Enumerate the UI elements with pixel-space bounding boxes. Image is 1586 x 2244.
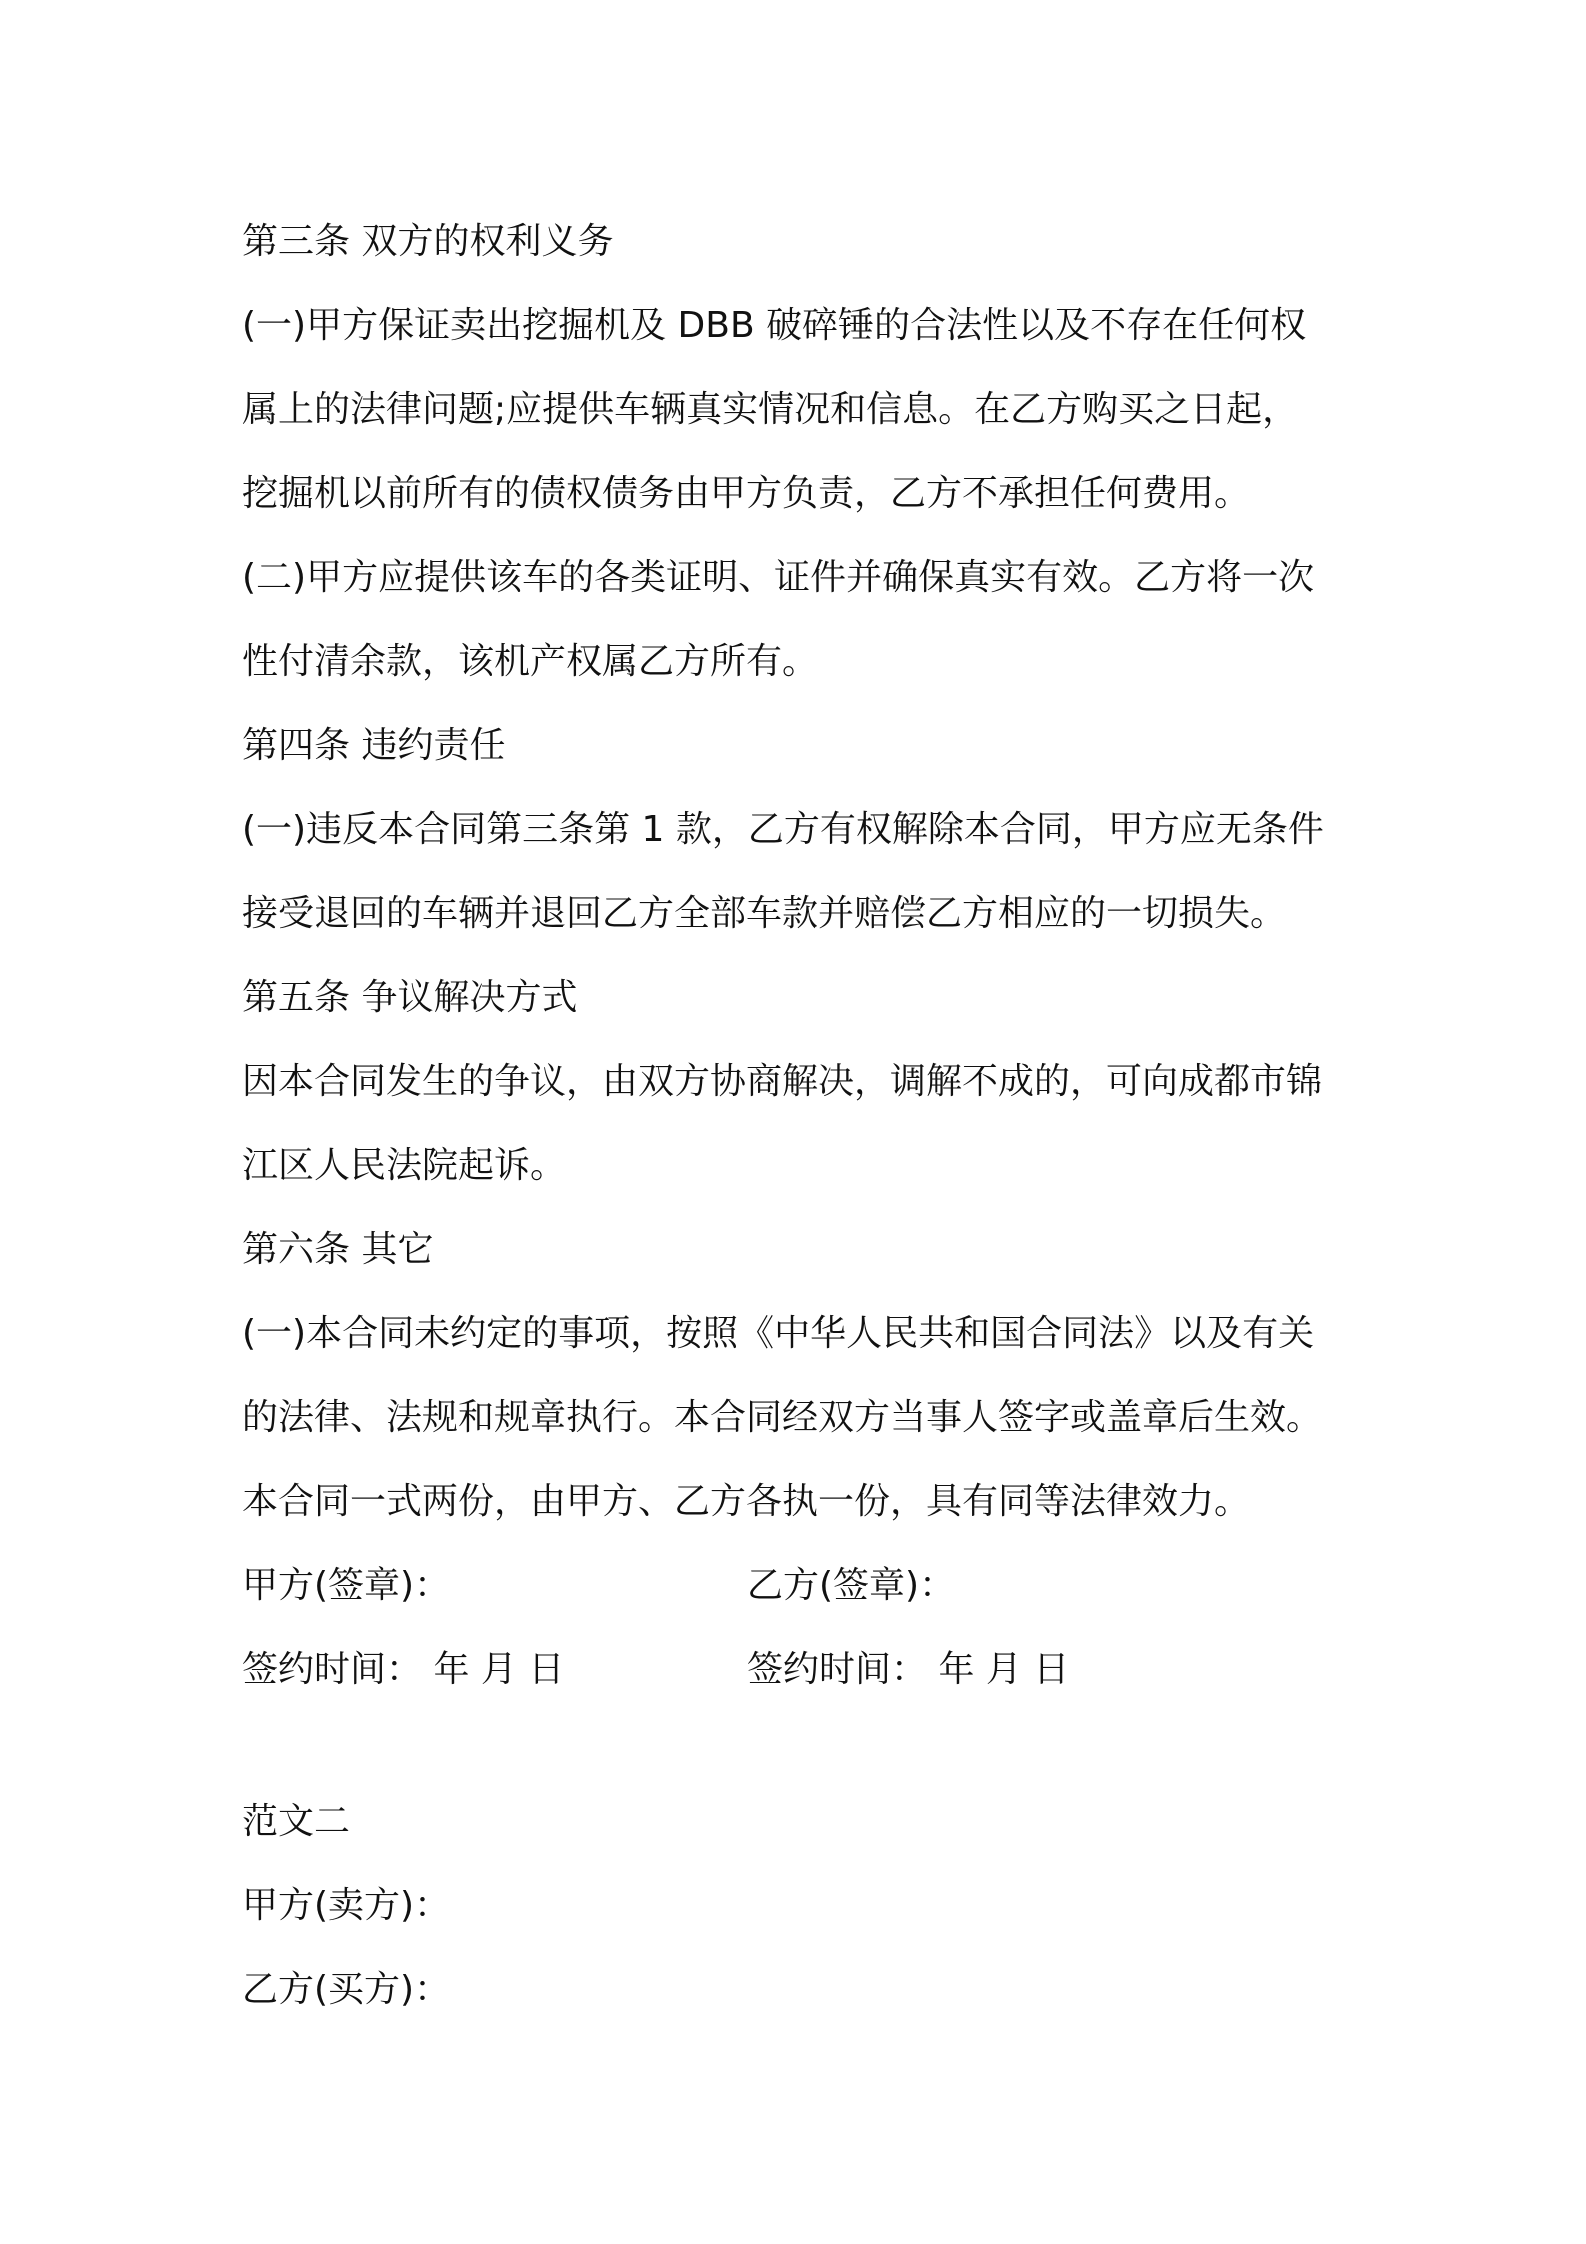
- party-b-buyer-label: 乙方(买方)：: [242, 1969, 451, 2010]
- paragraph-line: (二)甲方应提供该车的各类证明、证件并确保真实有效。乙方将一次: [242, 557, 1315, 598]
- paragraph-line: 属上的法律问题;应提供车辆真实情况和信息。在乙方购买之日起，: [242, 389, 1299, 430]
- paragraph-line: 性付清余款，该机产权属乙方所有。: [242, 641, 819, 682]
- article-5-heading: 第五条 争议解决方式: [242, 977, 578, 1018]
- party-a-signing-date: 签约时间： 年 月 日: [242, 1649, 565, 1690]
- article-4-heading: 第四条 违约责任: [242, 725, 506, 766]
- party-b-signing-date: 签约时间： 年 月 日: [747, 1649, 1070, 1690]
- paragraph-line: 的法律、法规和规章执行。本合同经双方当事人签字或盖章后生效。: [242, 1397, 1323, 1438]
- article-6-heading: 第六条 其它: [242, 1229, 434, 1270]
- paragraph-line: 本合同一式两份，由甲方、乙方各执一份，具有同等法律效力。: [242, 1481, 1251, 1522]
- paragraph-line: 因本合同发生的争议，由双方协商解决，调解不成的，可向成都市锦: [242, 1061, 1323, 1102]
- sample-2-heading: 范文二: [242, 1801, 351, 1842]
- document-body: [242, 200, 1362, 2032]
- paragraph-line: (一)违反本合同第三条第 1 款，乙方有权解除本合同，甲方应无条件: [242, 809, 1324, 850]
- paragraph-line: (一)甲方保证卖出挖掘机及 DBB 破碎锤的合法性以及不存在任何权: [242, 305, 1307, 346]
- paragraph-line: 挖掘机以前所有的债权债务由甲方负责，乙方不承担任何费用。: [242, 473, 1251, 514]
- section-spacer: [242, 1712, 1362, 1780]
- signature-row: [242, 1544, 1362, 1628]
- party-a-signature-label: 甲方(签章)：: [242, 1565, 451, 1606]
- paragraph-line: 江区人民法院起诉。: [242, 1145, 567, 1186]
- party-b-signature-label: 乙方(签章)：: [747, 1565, 956, 1606]
- paragraph-line: (一)本合同未约定的事项，按照《中华人民共和国合同法》以及有关: [242, 1313, 1315, 1354]
- article-3-heading: 第三条 双方的权利义务: [242, 221, 614, 262]
- party-a-seller-label: 甲方(卖方)：: [242, 1885, 451, 1926]
- signing-date-row: [242, 1628, 1362, 1712]
- paragraph-line: 接受退回的车辆并退回乙方全部车款并赔偿乙方相应的一切损失。: [242, 893, 1287, 934]
